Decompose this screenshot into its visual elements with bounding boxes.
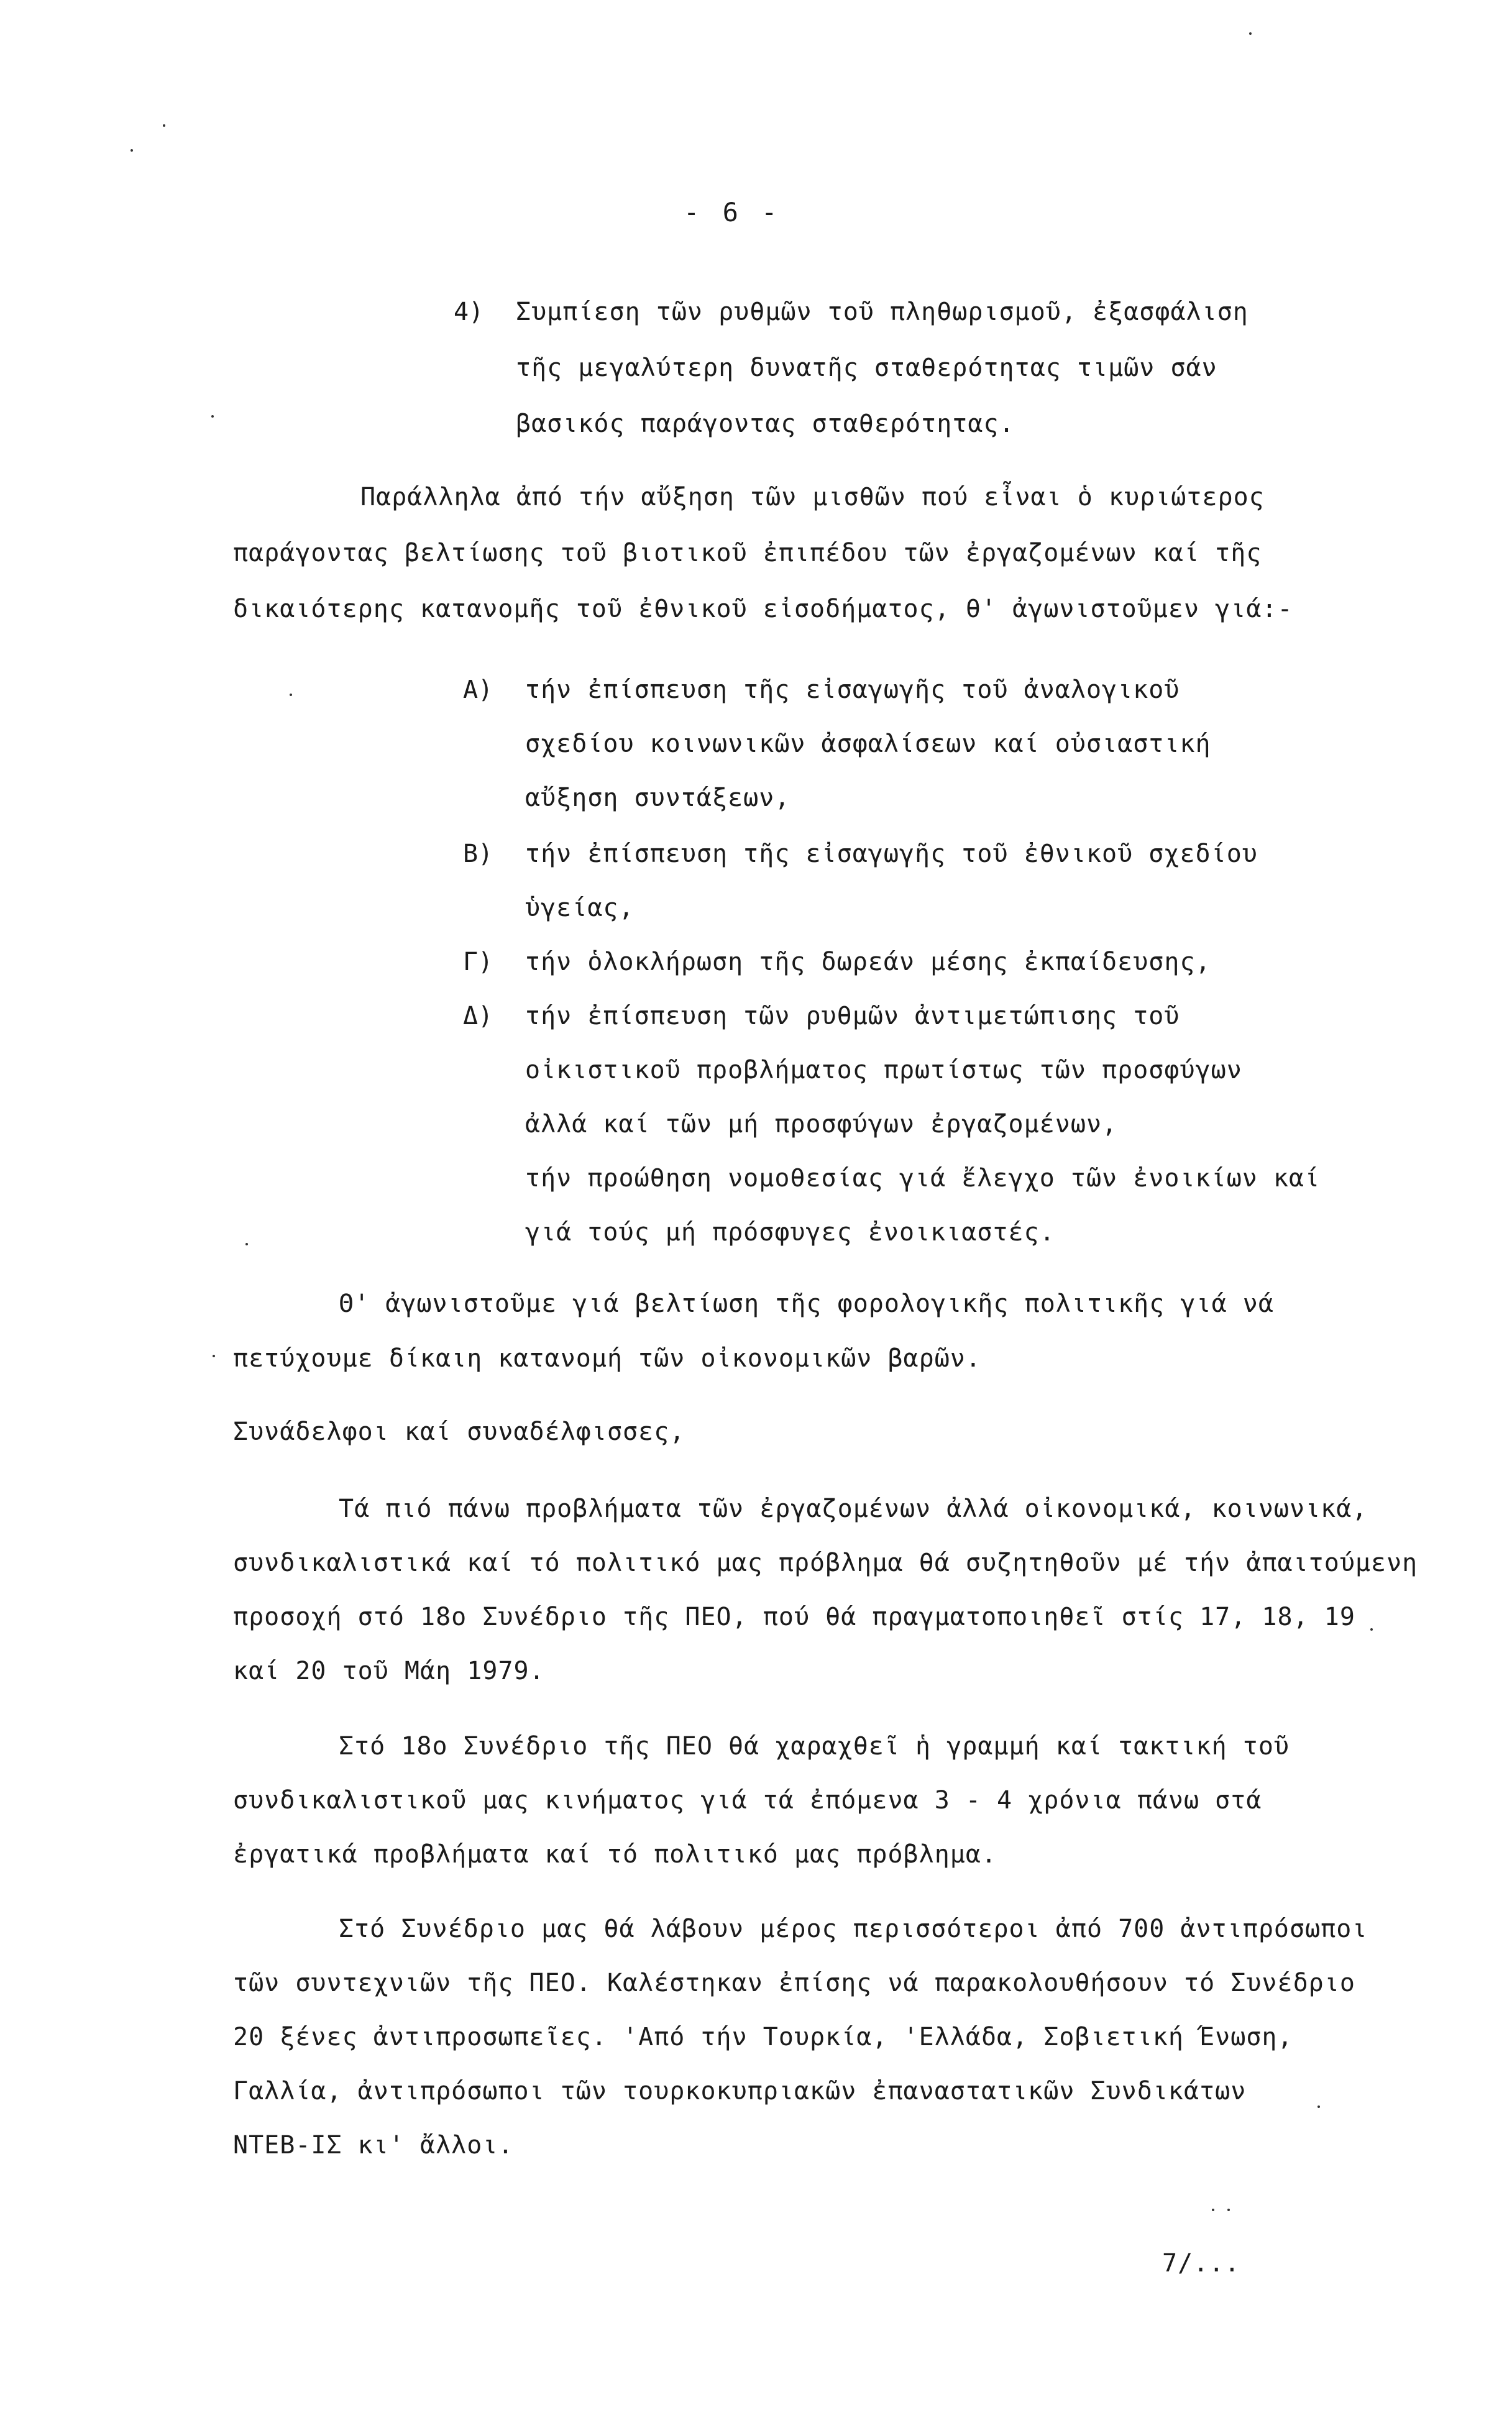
paragraph-line: Τά πιό πάνω προβλήματα τῶν ἐργαζομένων ἀλλά οἰκονομικά, κοινωνικά, — [339, 1495, 1368, 1523]
paragraph-line: δικαιότερης κατανομῆς τοῦ ἐθνικοῦ εἰσοδήματος, θ' ἀγωνιστοῦμεν γιά:- — [233, 595, 1293, 623]
scan-speck — [213, 1355, 215, 1357]
scan-speck — [1317, 2105, 1320, 2108]
paragraph-line: συνδικαλιστικά καί τό πολιτικό μας πρόβλημα θά συζητηθοῦν μέ τήν ἀπαιτούμενη — [233, 1549, 1418, 1577]
paragraph-line: Θ' ἀγωνιστοῦμε γιά βελτίωση τῆς φορολογικῆς πολιτικῆς γιά νά — [339, 1290, 1274, 1318]
paragraph-line: 20 ξένες ἀντιπροσωπεῖες. 'Από τήν Τουρκία, 'Ελλάδα, Σοβιετική Ένωση, — [233, 2023, 1293, 2051]
list-item-line: τήν ἐπίσπευση τῶν ρυθμῶν ἀντιμετώπισης τοῦ — [525, 1002, 1180, 1030]
item-4-line: βασικός παράγοντας σταθερότητας. — [516, 410, 1015, 438]
scan-speck — [1227, 2209, 1230, 2211]
item-4-line: τῆς μεγαλύτερη δυνατῆς σταθερότητας τιμῶν σάν — [516, 354, 1217, 382]
paragraph-line: Στό Συνέδριο μας θά λάβουν μέρος περισσότεροι ἀπό 700 ἀντιπρόσωποι — [339, 1915, 1368, 1943]
paragraph-line: Παράλληλα ἀπό τήν αὔξηση τῶν μισθῶν πού εἶναι ὁ κυριώτερος — [360, 483, 1265, 511]
list-item-line: τήν ἐπίσπευση τῆς εἰσαγωγῆς τοῦ ἐθνικοῦ σχεδίου — [525, 840, 1258, 868]
scan-speck — [1249, 32, 1252, 35]
scan-speck — [163, 124, 165, 127]
scan-speck — [245, 1243, 248, 1245]
list-label-a: Α) — [463, 676, 493, 704]
list-label-c: Γ) — [463, 948, 493, 976]
list-label-d: Δ) — [463, 1002, 493, 1030]
list-item-line: ἀλλά καί τῶν μή προσφύγων ἐργαζομένων, — [525, 1110, 1118, 1139]
scan-speck — [1370, 1628, 1373, 1631]
paragraph-line: τῶν συντεχνιῶν τῆς ΠΕΟ. Καλέστηκαν ἐπίσης νά παρακολουθήσουν τό Συνέδριο — [233, 1969, 1355, 1997]
list-label-b: Β) — [463, 840, 493, 868]
paragraph-line: παράγοντας βελτίωσης τοῦ βιοτικοῦ ἐπιπέδου τῶν ἐργαζομένων καί τῆς — [233, 539, 1262, 567]
scan-speck — [131, 149, 133, 152]
list-item-line: οἰκιστικοῦ προβλήματος πρωτίστως τῶν προσφύγων — [525, 1056, 1242, 1084]
salutation: Συνάδελφοι καί συναδέλφισσες, — [233, 1418, 685, 1446]
list-item-line: τήν προώθηση νομοθεσίας γιά ἔλεγχο τῶν ἐνοικίων καί — [525, 1164, 1321, 1193]
paragraph-line: συνδικαλιστικοῦ μας κινήματος γιά τά ἐπόμενα 3 - 4 χρόνια πάνω στά — [233, 1786, 1262, 1815]
scan-speck — [1212, 2209, 1214, 2211]
scan-speck — [211, 415, 214, 418]
list-item-line: ὑγείας, — [525, 894, 635, 922]
list-item-line: σχεδίου κοινωνικῶν ἀσφαλίσεων καί οὐσιαστική — [525, 730, 1211, 758]
page-number: - 6 - — [684, 197, 781, 227]
paragraph-line: πετύχουμε δίκαιη κατανομή τῶν οἰκονομικῶν βαρῶν. — [233, 1344, 981, 1373]
paragraph-line: Στό 18ο Συνέδριο τῆς ΠΕΟ θά χαραχθεῖ ἡ γραμμή καί τακτική τοῦ — [339, 1732, 1290, 1761]
paragraph-line: ἐργατικά προβλήματα καί τό πολιτικό μας πρόβλημα. — [233, 1840, 997, 1869]
scan-speck — [290, 694, 292, 696]
continuation-marker: 7/... — [1162, 2249, 1240, 2278]
item-4-line: Συμπίεση τῶν ρυθμῶν τοῦ πληθωρισμοῦ, ἐξασφάλιση — [516, 298, 1249, 326]
list-item-line: τήν ὁλοκλήρωση τῆς δωρεάν μέσης ἐκπαίδευσης, — [525, 948, 1211, 976]
paragraph-line: Γαλλία, ἀντιπρόσωποι τῶν τουρκοκυπριακῶν ἐπαναστατικῶν Συνδικάτων — [233, 2077, 1247, 2105]
paragraph-line: ΝΤΕΒ-ΙΣ κι' ἄλλοι. — [233, 2131, 514, 2160]
paragraph-line: καί 20 τοῦ Μάη 1979. — [233, 1657, 545, 1685]
list-item-line: γιά τούς μή πρόσφυγες ἐνοικιαστές. — [525, 1218, 1055, 1247]
list-item-line: τήν ἐπίσπευση τῆς εἰσαγωγῆς τοῦ ἀναλογικοῦ — [525, 676, 1180, 704]
paragraph-line: προσοχή στό 18ο Συνέδριο τῆς ΠΕΟ, πού θά πραγματοποιηθεῖ στίς 17, 18, 19 — [233, 1603, 1355, 1631]
item-4-label: 4) — [454, 298, 484, 326]
list-item-line: αὔξηση συντάξεων, — [525, 784, 790, 812]
